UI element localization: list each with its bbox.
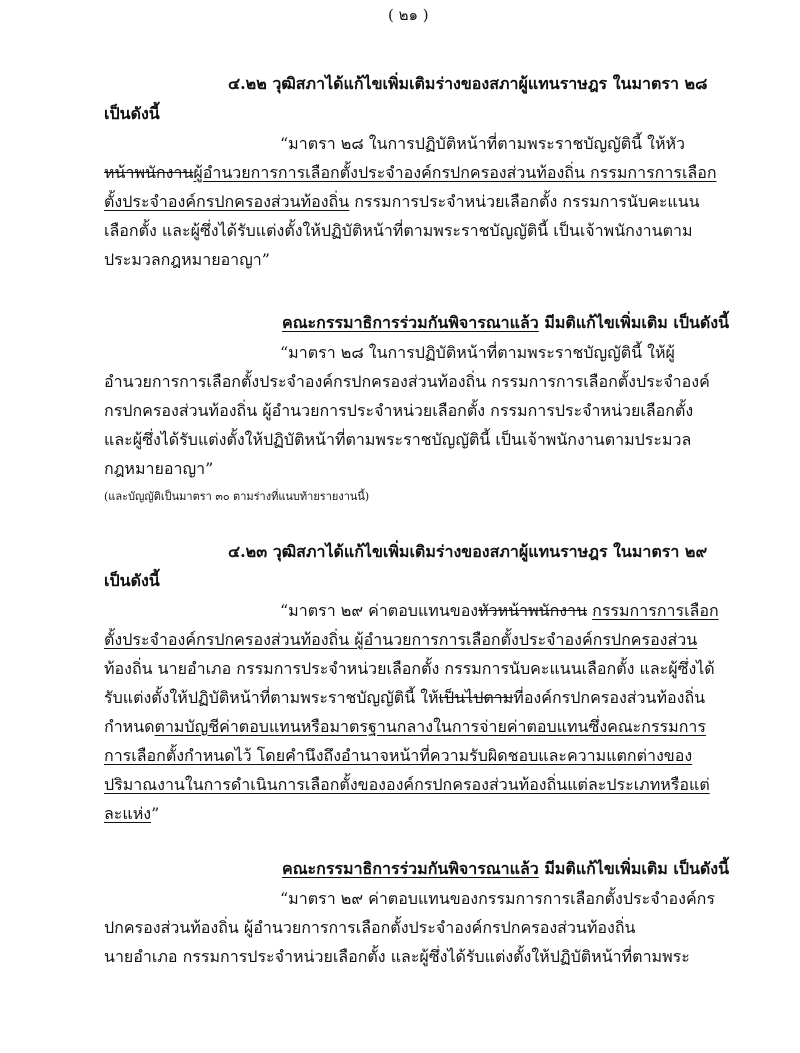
senate-text-line: ตั้งประจำองค์กรปกครองส่วนท้องถิ่น กรรมการประจำหน่วยเลือกตั้ง กรรมการนับคะแนน bbox=[104, 192, 700, 211]
senate-text-line bbox=[104, 632, 697, 648]
senate-text-line: ท้องถิ่น นายอำเภอ กรรมการประจำหน่วยเลือกตั้ง กรรมการนับคะแนนเลือกตั้ง และผู้ซึ่งได้ bbox=[104, 659, 715, 678]
inserted-text: กรรมการการเลือก bbox=[592, 601, 719, 620]
senate-text-line: ประมวลกฎหมายอาญา” bbox=[104, 250, 270, 269]
committee-text-line: ปกครองส่วนท้องถิ่น ผู้อำนวยการการเลือกตั้งประจำองค์กรปกครองส่วนท้องถิ่น bbox=[104, 918, 636, 937]
inserted-text: ปริมาณงานในการดำเนินการเลือกตั้งขององค์กรปกครองส่วนท้องถิ่นแต่ละประเภทหรือแต่ bbox=[104, 775, 710, 794]
senate-text-line: “มาตรา ๒๘ ในการปฏิบัติหน้าที่ตามพระราชบัญญัตินี้ ให้หัว bbox=[280, 134, 686, 153]
committee-note: (และบัญญัติเป็นมาตรา ๓๐ ตามร่างที่แนบท้ายรายงานนี้) bbox=[104, 490, 370, 503]
committee-text-line: อำนวยการการเลือกตั้งประจำองค์กรปกครองส่วนท้องถิ่น กรรมการการเลือกตั้งประจำองค์ bbox=[104, 372, 710, 391]
committee-text-line: “มาตรา ๒๘ ในการปฏิบัติหน้าที่ตามพระราชบัญญัตินี้ ให้ผู้ bbox=[280, 343, 675, 362]
inserted-text: ตามบัญชีค่าตอบแทนหรือมาตรฐานกลางในการจ่ายค่าตอบแทนซึ่งคณะกรรมการ bbox=[154, 717, 706, 736]
senate-text-line bbox=[104, 165, 717, 181]
section-heading-4-22: ๔.๒๒ วุฒิสภาได้แก้ไขเพิ่มเติมร่างของสภาผู้แทนราษฎร ในมาตรา ๒๘ bbox=[228, 74, 708, 93]
page-number: ( ๒๑ ) bbox=[388, 6, 429, 24]
committee-text-line: และผู้ซึ่งได้รับแต่งตั้งให้ปฏิบัติหน้าที่ตามพระราชบัญญัตินี้ เป็นเจ้าพนักงานตามประมวล bbox=[104, 430, 692, 449]
struck-text: หน้าพนักงาน bbox=[104, 163, 194, 182]
struck-text: หัวหน้าพนักงาน bbox=[478, 601, 588, 620]
committee-heading: คณะกรรมาธิการร่วมกันพิจารณาแล้ว มีมติแก้ไขเพิ่มเติม เป็นดังนี้ bbox=[282, 859, 730, 878]
section-heading-4-23-cont: เป็นดังนี้ bbox=[104, 571, 160, 590]
senate-text-line: กำหนดตามบัญชีค่าตอบแทนหรือมาตรฐานกลางในการจ่ายค่าตอบแทนซึ่งคณะกรรมการ bbox=[104, 717, 706, 736]
senate-text-line: เลือกตั้ง และผู้ซึ่งได้รับแต่งตั้งให้ปฏิบัติหน้าที่ตามพระราชบัญญัตินี้ เป็นเจ้าพนักงานตาม bbox=[104, 221, 693, 240]
senate-text-line: รับแต่งตั้งให้ปฏิบัติหน้าที่ตามพระราชบัญญัตินี้ ให้เป็นไปตามที่องค์กรปกครองส่วนท้องถิ่น bbox=[104, 688, 706, 707]
senate-text-line: “มาตรา ๒๙ ค่าตอบแทนของหัวหน้าพนักงาน กรรมการการเลือก bbox=[280, 601, 719, 620]
inserted-text: ตั้งประจำองค์กรปกครองส่วนท้องถิ่น ผู้อำนวยการการเลือกตั้งประจำองค์กรปกครองส่วน bbox=[104, 630, 698, 649]
struck-text: เป็นไปตาม bbox=[438, 688, 514, 707]
senate-text-line bbox=[104, 777, 710, 793]
inserted-text: ละแห่ง bbox=[104, 804, 152, 823]
inserted-text: การเลือกตั้งกำหนดไว้ โดยคำนึงถึงอำนาจหน้าที่ความรับผิดชอบและความแตกต่างของ bbox=[104, 746, 693, 765]
section-heading-4-23: ๔.๒๓ วุฒิสภาได้แก้ไขเพิ่มเติมร่างของสภาผู้แทนราษฎร ในมาตรา ๒๙ bbox=[228, 542, 708, 561]
committee-heading: คณะกรรมาธิการร่วมกันพิจารณาแล้ว มีมติแก้ไขเพิ่มเติม เป็นดังนี้ bbox=[282, 313, 730, 332]
inserted-text: ผู้อำนวยการการเลือกตั้งประจำองค์กรปกครองส่วนท้องถิ่น กรรมการการเลือก bbox=[193, 163, 717, 182]
inserted-text: ตั้งประจำองค์กรปกครองส่วนท้องถิ่น bbox=[104, 192, 350, 211]
senate-text-line: ละแห่ง” bbox=[104, 804, 160, 823]
section-heading-4-22-cont: เป็นดังนี้ bbox=[104, 104, 160, 123]
committee-text-line: กรปกครองส่วนท้องถิ่น ผู้อำนวยการประจำหน่วยเลือกตั้ง กรรมการประจำหน่วยเลือกตั้ง bbox=[104, 401, 694, 420]
committee-text-line: กฎหมายอาญา” bbox=[104, 459, 214, 478]
committee-text-line: นายอำเภอ กรรมการประจำหน่วยเลือกตั้ง และผู้ซึ่งได้รับแต่งตั้งให้ปฏิบัติหน้าที่ตามพระ bbox=[104, 947, 690, 966]
senate-text-line bbox=[104, 748, 692, 764]
committee-text-line: “มาตรา ๒๙ ค่าตอบแทนของกรรมการการเลือกตั้งประจำองค์กร bbox=[280, 889, 715, 908]
